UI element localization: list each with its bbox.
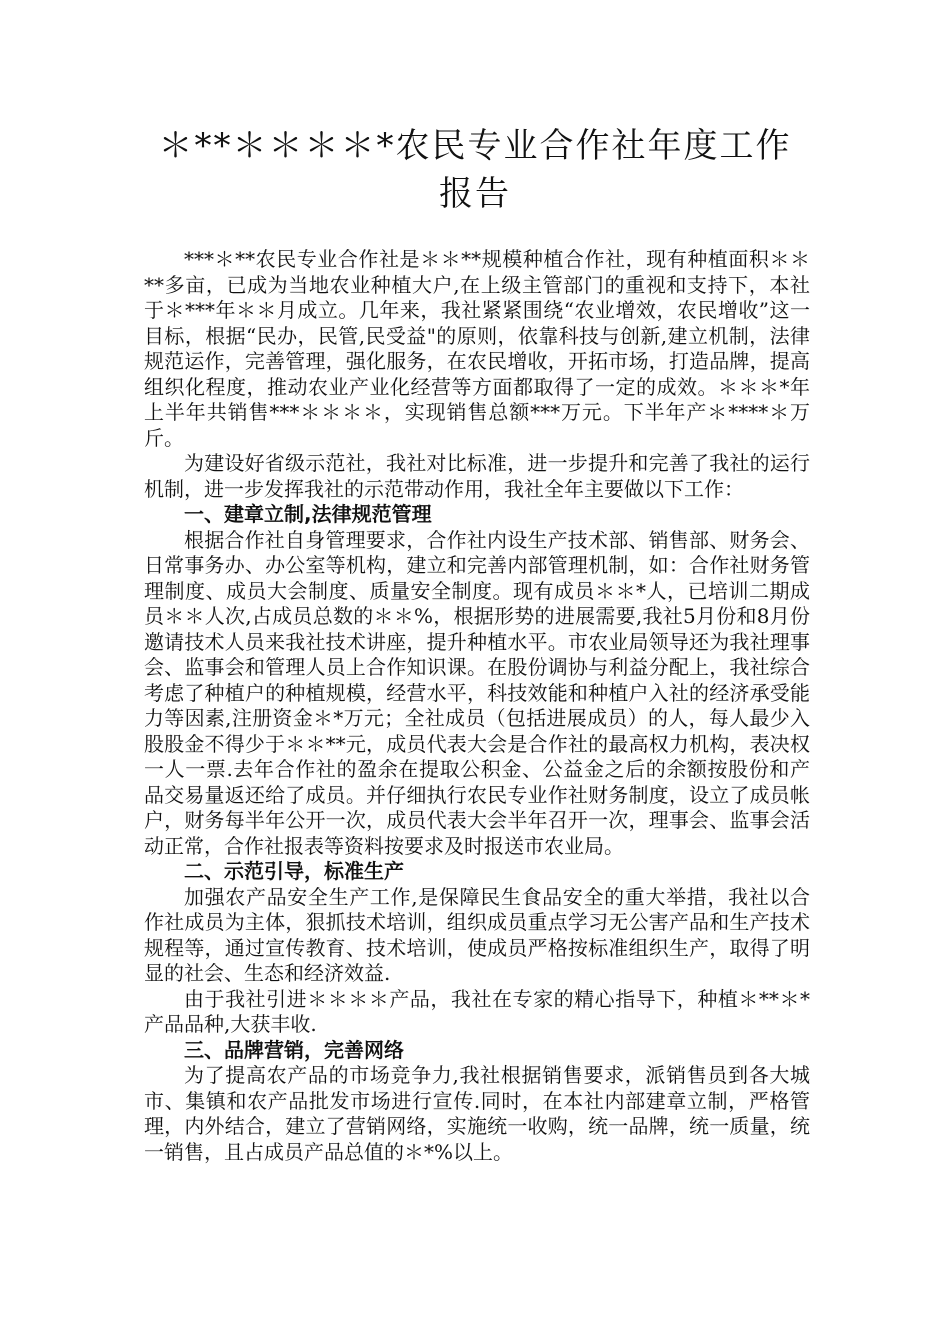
document-body: [144, 247, 810, 1165]
section-3-paragraph: 为了提高农产品的市场竞争力,我社根据销售要求，派销售员到各大城市、集镇和农产品批发市场进行宣传.同时，在本社内部建章立制，严格管理，内外结合，建立了营销网络，实施统一收购，统一品牌，统一质量，统一销售，且占成员产品总值的＊*%以上。: [144, 1063, 810, 1164]
section-heading-2: 二、示范引导，标准生产: [184, 859, 404, 883]
section-1-paragraph: 根据合作社自身管理要求，合作社内设生产技术部、销售部、财务会、日常事务办、办公室等机构，建立和完善内部管理机制，如：合作社财务管理制度、成员大会制度、质量安全制度。现有成员＊＊*人，已培训二期成员＊＊人次,占成员总数的＊＊%，根据形势的进展需要,我社5月份和8月份邀请技术人员来我社技术讲座，提升种植水平。市农业局领导还为我社理事会、监事会和管理人员上合作知识课。在股份调协与利益分配上，我社综合考虑了种植户的种植规模，经营水平，科技效能和种植户入社的经济承受能力等因素,注册资金＊*万元；全社成员（包括进展成员）的人，每人最少入股股金不得少于＊＊**元，成员代表大会是合作社的最高权力机构，表决权一人一票.去年合作社的盈余在提取公积金、公益金之后的余额按股份和产品交易量返还给了成员。并仔细执行农民专业作社财务制度，设立了成员帐户，财务每半年公开一次，成员代表大会半年召开一次，理事会、监事会活动正常，合作社报表等资料按要求及时报送市农业局。: [144, 527, 810, 858]
section-heading-1: 一、建章立制,法律规范管理: [184, 502, 432, 526]
document-title: ＊**＊＊＊＊*农民专业合作社年度工作报告: [158, 126, 792, 214]
section-2-paragraph-1: 加强农产品安全生产工作,是保障民生食品安全的重大举措，我社以合作社成员为主体，狠抓技术培训，组织成员重点学习无公害产品和生产技术规程等，通过宣传教育、技术培训，使成员严格按标准组织生产，取得了明显的社会、生态和经济效益.: [144, 884, 810, 985]
section-heading-3: 三、品牌营销，完善网络: [184, 1037, 404, 1062]
intro-paragraph: ***＊**农民专业合作社是＊＊**规模种植合作社，现有种植面积＊＊**多亩，已成为当地农业种植大户,在上级主管部门的重视和支持下，本社于＊***年＊＊月成立。几年来，我社紧紧围绕“农业增效，农民增收”这一目标，根据“民办，民管,民受益"的原则，依靠科技与创新,建立机制，法律规范运作，完善管理，强化服务，在农民增收，开拓市场，打造品牌，提高组织化程度，推动农业产业化经营等方面都取得了一定的成效。＊＊＊*年上半年共销售***＊＊＊＊，实现销售总额***万元。下半年产＊****＊万斤。: [144, 247, 810, 450]
section-2-paragraph-2: 由于我社引进＊＊＊＊产品，我社在专家的精心指导下，种植＊**＊*产品品种,大获丰收.: [144, 986, 810, 1036]
work-overview-paragraph: 为建设好省级示范社，我社对比标准，进一步提升和完善了我社的运行机制，进一步发挥我社的示范带动作用，我社全年主要做以下工作：: [144, 451, 810, 501]
